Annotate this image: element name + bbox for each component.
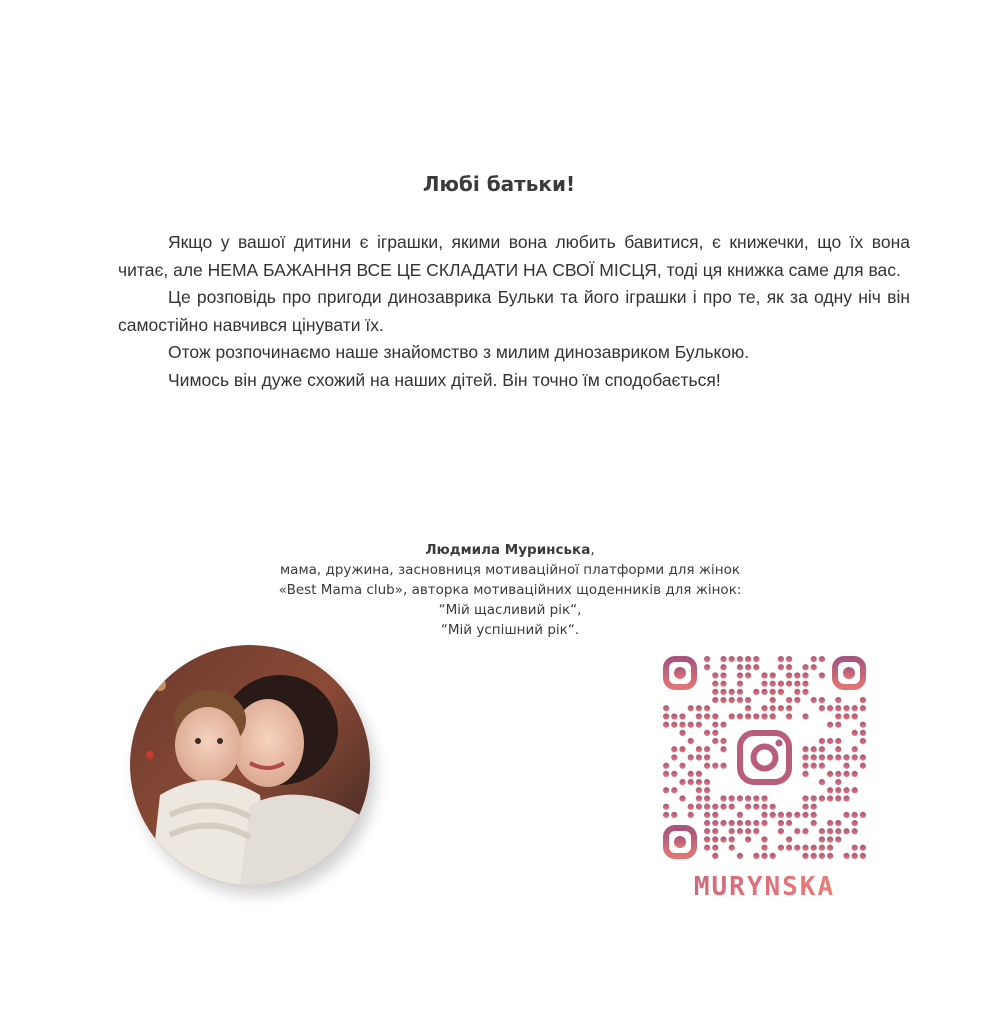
qr-dot: [770, 705, 776, 711]
qr-dot: [827, 738, 833, 744]
qr-dot: [811, 853, 817, 859]
qr-dot: [737, 828, 743, 834]
qr-dot: [835, 779, 841, 785]
qr-dot: [704, 730, 710, 736]
qr-dot: [696, 804, 702, 810]
author-name: Людмила Муринська: [425, 542, 591, 558]
qr-dot: [811, 754, 817, 760]
qr-dot: [843, 812, 849, 818]
qr-dot: [704, 836, 710, 842]
author-book-2: “Мій успішний рік“.: [440, 622, 580, 638]
qr-dot: [712, 804, 718, 810]
qr-dot: [720, 656, 726, 662]
qr-dot: [720, 738, 726, 744]
qr-dot: [802, 681, 808, 687]
qr-dot: [737, 689, 743, 695]
qr-dot: [663, 763, 669, 769]
qr-dot: [679, 746, 685, 752]
page-title: Любі батьки!: [422, 172, 576, 196]
qr-dot: [720, 681, 726, 687]
qr-dot: [819, 697, 825, 703]
qr-dot: [704, 656, 710, 662]
qr-dot: [811, 812, 817, 818]
qr-dot: [688, 738, 694, 744]
qr-dot: [696, 754, 702, 760]
qr-dot: [761, 845, 767, 851]
qr-dot: [696, 746, 702, 752]
qr-dot: [720, 664, 726, 670]
qr-dot: [835, 754, 841, 760]
qr-dot: [819, 656, 825, 662]
qr-dot: [770, 681, 776, 687]
qr-dot: [860, 738, 866, 744]
qr-dot: [679, 713, 685, 719]
qr-dot: [786, 664, 792, 670]
qr-dot: [679, 795, 685, 801]
qr-dot: [827, 836, 833, 842]
qr-dot: [819, 845, 825, 851]
qr-dot: [835, 713, 841, 719]
qr-dot: [712, 845, 718, 851]
qr-dot: [729, 804, 735, 810]
qr-dot: [679, 730, 685, 736]
qr-dot: [704, 763, 710, 769]
qr-dot: [745, 697, 751, 703]
qr-finder-top-right: [835, 659, 863, 687]
qr-dot: [663, 722, 669, 728]
qr-dot: [729, 795, 735, 801]
qr-dot: [811, 804, 817, 810]
qr-dot: [786, 672, 792, 678]
qr-dot: [852, 812, 858, 818]
qr-dot: [794, 845, 800, 851]
qr-dot: [712, 697, 718, 703]
qr-dot: [688, 812, 694, 818]
qr-dot: [802, 845, 808, 851]
qr-dot: [802, 804, 808, 810]
qr-dot: [704, 787, 710, 793]
qr-dot: [794, 812, 800, 818]
qr-dot: [712, 853, 718, 859]
qr-dot: [704, 779, 710, 785]
qr-dot: [786, 697, 792, 703]
author-photo: [130, 645, 370, 885]
qr-dot: [860, 812, 866, 818]
qr-dot: [860, 853, 866, 859]
qr-dot: [819, 746, 825, 752]
qr-dot: [770, 853, 776, 859]
qr-dot: [720, 820, 726, 826]
qr-dot: [745, 664, 751, 670]
qr-dot: [827, 795, 833, 801]
qr-dot: [852, 820, 858, 826]
qr-dot: [729, 656, 735, 662]
qr-dot: [761, 689, 767, 695]
qr-dot: [819, 763, 825, 769]
qr-dot: [753, 828, 759, 834]
qr-dot: [811, 664, 817, 670]
qr-dot: [761, 836, 767, 842]
qr-dot: [860, 705, 866, 711]
qr-dot: [802, 664, 808, 670]
qr-dot: [778, 681, 784, 687]
qr-dot: [852, 771, 858, 777]
qr-dot: [786, 812, 792, 818]
qr-dot: [745, 836, 751, 842]
qr-dot: [704, 664, 710, 670]
qr-dot: [761, 672, 767, 678]
qr-dot: [720, 746, 726, 752]
qr-dot: [852, 754, 858, 760]
qr-dot: [704, 804, 710, 810]
qr-dot: [802, 763, 808, 769]
qr-dot: [778, 812, 784, 818]
qr-dot: [729, 845, 735, 851]
paragraph-3: Отож розпочинаємо наше знайомство з милим динозавриком Булькою.: [168, 342, 750, 362]
qr-dot: [688, 771, 694, 777]
qr-dot: [737, 681, 743, 687]
qr-dot: [860, 845, 866, 851]
qr-dot: [843, 763, 849, 769]
qr-dot: [696, 705, 702, 711]
qr-dot: [827, 853, 833, 859]
qr-dot: [786, 845, 792, 851]
qr-dot: [761, 820, 767, 826]
qr-dot: [688, 779, 694, 785]
qr-dot: [663, 787, 669, 793]
qr-dot: [688, 722, 694, 728]
qr-dot: [860, 763, 866, 769]
qr-dot: [811, 820, 817, 826]
qr-dot: [671, 722, 677, 728]
qr-dot: [802, 812, 808, 818]
qr-dot: [671, 771, 677, 777]
qr-dot: [786, 836, 792, 842]
qr-dot: [852, 787, 858, 793]
qr-dot: [778, 705, 784, 711]
qr-dot: [827, 828, 833, 834]
qr-dot: [811, 656, 817, 662]
qr-dot: [712, 828, 718, 834]
qr-dot: [778, 845, 784, 851]
qr-dot: [696, 787, 702, 793]
qr-dot: [720, 689, 726, 695]
qr-dot: [770, 804, 776, 810]
qr-dot: [786, 713, 792, 719]
qr-dot: [819, 853, 825, 859]
qr-dot: [819, 754, 825, 760]
qr-dot: [671, 754, 677, 760]
qr-dot: [811, 845, 817, 851]
qr-dot: [794, 828, 800, 834]
qr-dot: [843, 771, 849, 777]
qr-dot: [819, 828, 825, 834]
qr-dot: [860, 722, 866, 728]
qr-dot: [753, 689, 759, 695]
qr-dot: [704, 705, 710, 711]
qr-dot: [835, 795, 841, 801]
qr-dot: [802, 828, 808, 834]
qr-dot: [737, 795, 743, 801]
qr-dot: [802, 853, 808, 859]
qr-dot: [745, 672, 751, 678]
qr-dot: [712, 820, 718, 826]
qr-dot: [712, 713, 718, 719]
author-bio-line-1: мама, дружина, засновниця мотиваційної платформи для жінок: [279, 562, 740, 578]
qr-dot: [712, 763, 718, 769]
qr-dot: [843, 828, 849, 834]
qr-dot: [835, 820, 841, 826]
qr-dot: [811, 746, 817, 752]
qr-dot: [729, 828, 735, 834]
qr-dot: [679, 722, 685, 728]
qr-dot: [835, 722, 841, 728]
qr-dot: [720, 836, 726, 842]
qr-dot: [745, 795, 751, 801]
qr-dot: [794, 689, 800, 695]
qr-dot: [786, 656, 792, 662]
qr-dot: [802, 795, 808, 801]
qr-dot: [835, 828, 841, 834]
qr-dot: [663, 812, 669, 818]
qr-dot: [679, 779, 685, 785]
qr-dot: [835, 738, 841, 744]
author-book-1: “Мій щасливий рік“,: [438, 602, 582, 618]
qr-dot: [835, 746, 841, 752]
qr-dot: [663, 771, 669, 777]
qr-dot: [712, 836, 718, 842]
qr-dot: [794, 672, 800, 678]
qr-dot: [753, 853, 759, 859]
qr-dot: [696, 795, 702, 801]
qr-dot: [852, 713, 858, 719]
qr-dot: [835, 787, 841, 793]
qr-dot: [745, 705, 751, 711]
qr-dot: [745, 820, 751, 826]
qr-dot: [745, 804, 751, 810]
qr-dot: [794, 681, 800, 687]
qr-dot: [843, 713, 849, 719]
qr-dot: [770, 697, 776, 703]
qr-dot: [778, 820, 784, 826]
qr-dot: [729, 836, 735, 842]
qr-finder-top-left: [666, 659, 694, 687]
qr-dot: [860, 730, 866, 736]
qr-dot: [843, 853, 849, 859]
qr-dot: [778, 656, 784, 662]
qr-dot: [753, 804, 759, 810]
qr-dot: [819, 738, 825, 744]
qr-dot: [712, 681, 718, 687]
qr-dot: [827, 820, 833, 826]
instagram-qr-code[interactable]: [662, 655, 867, 860]
qr-dot: [688, 754, 694, 760]
author-bio-line-2: «Best Mama club», авторка мотиваційних щоденників для жінок:: [278, 582, 742, 598]
qr-dot: [729, 820, 735, 826]
qr-dot: [737, 820, 743, 826]
qr-dot: [753, 795, 759, 801]
qr-dot: [704, 795, 710, 801]
qr-dot: [720, 672, 726, 678]
qr-dot: [770, 713, 776, 719]
qr-dot: [835, 771, 841, 777]
qr-dot: [737, 672, 743, 678]
qr-dot: [704, 746, 710, 752]
qr-dot: [712, 689, 718, 695]
qr-dot: [720, 763, 726, 769]
qr-dot: [835, 705, 841, 711]
qr-dot: [671, 787, 677, 793]
qr-dot: [786, 705, 792, 711]
qr-dot: [737, 656, 743, 662]
qr-dot: [679, 763, 685, 769]
qr-dot: [671, 746, 677, 752]
qr-dot: [704, 713, 710, 719]
paragraph-1: Якщо у вашої дитини є іграшки, якими вона любить бавитися, є книжечки, що їх вона читає, але НЕМА БАЖАННЯ ВСЕ ЦЕ СКЛАДАТИ НА СВОЇ МІСЦЯ, тоді ця книжка саме для вас.: [118, 232, 910, 280]
qr-dot: [696, 779, 702, 785]
qr-dot: [712, 738, 718, 744]
qr-dot: [843, 795, 849, 801]
qr-dot: [819, 705, 825, 711]
qr-dot: [827, 722, 833, 728]
qr-dot: [819, 795, 825, 801]
qr-dot: [737, 697, 743, 703]
qr-dot: [737, 853, 743, 859]
qr-dot: [753, 713, 759, 719]
qr-dot: [729, 713, 735, 719]
qr-dot: [835, 697, 841, 703]
qr-dot: [827, 787, 833, 793]
qr-dot: [852, 746, 858, 752]
qr-dot: [671, 812, 677, 818]
qr-dot: [827, 771, 833, 777]
qr-dot: [720, 722, 726, 728]
qr-dot: [745, 656, 751, 662]
qr-dot: [802, 754, 808, 760]
qr-dot: [819, 836, 825, 842]
qr-dot: [688, 804, 694, 810]
qr-dot: [745, 713, 751, 719]
qr-finder-bottom-left: [666, 828, 694, 856]
qr-dot: [835, 836, 841, 842]
qr-dot: [688, 705, 694, 711]
qr-dot: [704, 845, 710, 851]
qr-dot: [778, 664, 784, 670]
qr-dot: [827, 705, 833, 711]
qr-dot: [737, 664, 743, 670]
qr-dot: [860, 697, 866, 703]
letter-body: [118, 229, 910, 394]
qr-dot: [811, 795, 817, 801]
qr-dot: [761, 681, 767, 687]
qr-dot: [696, 722, 702, 728]
qr-dot: [802, 771, 808, 777]
qr-dot: [786, 681, 792, 687]
qr-dot: [827, 845, 833, 851]
qr-dot: [704, 828, 710, 834]
qr-dot: [802, 746, 808, 752]
qr-dot: [712, 722, 718, 728]
qr-dot: [720, 697, 726, 703]
qr-dot: [704, 812, 710, 818]
qr-dot: [753, 820, 759, 826]
qr-dot: [860, 754, 866, 760]
qr-dot: [720, 795, 726, 801]
qr-dot: [761, 812, 767, 818]
qr-dot: [802, 689, 808, 695]
qr-dot: [761, 705, 767, 711]
qr-dot: [819, 779, 825, 785]
qr-dot: [737, 812, 743, 818]
qr-dot: [843, 754, 849, 760]
qr-dot: [704, 820, 710, 826]
qr-dot: [663, 713, 669, 719]
qr-dot: [802, 713, 808, 719]
qr-dot: [737, 713, 743, 719]
qr-dot: [778, 689, 784, 695]
qr-dot: [819, 672, 825, 678]
qr-dot: [811, 763, 817, 769]
author-signature: [240, 540, 780, 640]
qr-dot: [761, 804, 767, 810]
qr-dot: [663, 705, 669, 711]
qr-dot: [852, 828, 858, 834]
qr-dot: [786, 820, 792, 826]
qr-dot: [770, 812, 776, 818]
qr-dot: [843, 705, 849, 711]
qr-dot: [761, 853, 767, 859]
qr-dot: [704, 754, 710, 760]
qr-dot: [770, 672, 776, 678]
qr-dot: [663, 804, 669, 810]
qr-dot: [753, 664, 759, 670]
qr-dot: [671, 713, 677, 719]
qr-dot: [802, 672, 808, 678]
qr-dot: [720, 804, 726, 810]
qr-dot: [852, 730, 858, 736]
qr-dot: [712, 730, 718, 736]
qr-dot: [745, 828, 751, 834]
qr-dot: [827, 754, 833, 760]
qr-dot: [761, 713, 767, 719]
qr-dot: [770, 689, 776, 695]
qr-dot: [729, 697, 735, 703]
qr-dot: [778, 828, 784, 834]
paragraph-4: Чимось він дуже схожий на наших дітей. Він точно їм сподобається!: [168, 369, 721, 390]
qr-dot: [712, 672, 718, 678]
author-name-comma: ,: [590, 542, 595, 558]
qr-dot: [696, 713, 702, 719]
qr-dot: [852, 845, 858, 851]
qr-dot: [811, 697, 817, 703]
qr-dot: [696, 771, 702, 777]
qr-dot: [753, 656, 759, 662]
qr-dot: [729, 689, 735, 695]
paragraph-2: Це розповідь про пригоди динозаврика Бульки та його іграшки і про те, як за одну ніч він самостійно навчився цінувати їх.: [118, 287, 910, 335]
qr-dot: [761, 795, 767, 801]
qr-dot: [852, 853, 858, 859]
qr-dot: [852, 705, 858, 711]
qr-dot: [794, 697, 800, 703]
qr-dot: [843, 787, 849, 793]
qr-dot: [712, 812, 718, 818]
instagram-handle: MURYNSKA: [662, 872, 867, 902]
